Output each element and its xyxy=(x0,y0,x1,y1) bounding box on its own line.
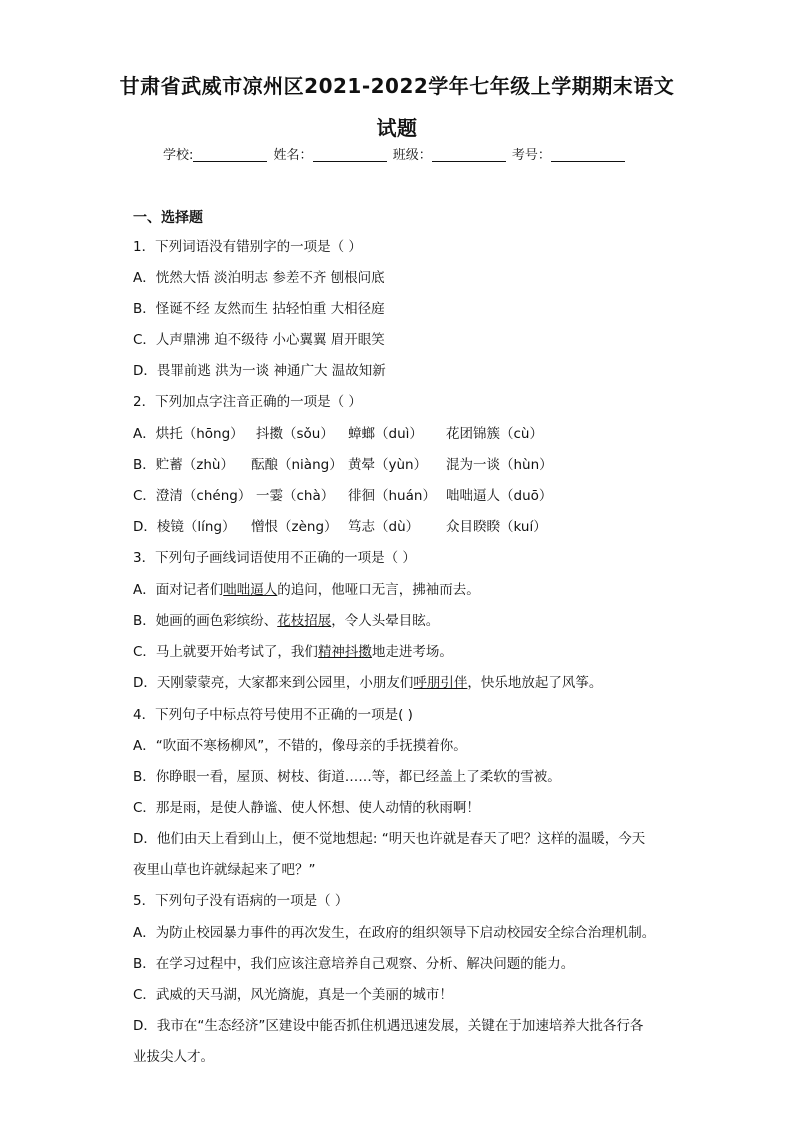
q3-c-underlined: 精神抖擞 xyxy=(317,644,372,660)
q1-stem: 1．下列词语没有错别字的一项是（ ） xyxy=(133,239,362,255)
q2-option-a xyxy=(133,422,543,442)
section-heading: 一、选择题 xyxy=(133,210,203,226)
q5-option-d-cont: 业拔尖人才。 xyxy=(133,1049,214,1065)
q2-c-3: 徘徊（huán） xyxy=(348,488,436,504)
q3-c-post: 地走进考场。 xyxy=(371,644,453,660)
q3-d-underlined: 呼朋引伴 xyxy=(413,675,468,691)
q3-c-pre: C．马上就要开始考试了，我们 xyxy=(133,644,318,660)
q3-a-pre: A．面对记者们 xyxy=(133,582,224,598)
q3-option-a xyxy=(133,578,480,598)
q3-stem: 3．下列句子画线词语使用不正确的一项是（ ） xyxy=(133,550,416,566)
q2-b-2: 酝酿（niàng） xyxy=(251,457,343,473)
q3-d-post: ，快乐地放起了风筝。 xyxy=(467,675,603,691)
q2-stem: 2．下列加点字注音正确的一项是（ ） xyxy=(133,394,362,410)
q5-option-a: A．为防止校园暴力事件的再次发生，在政府的组织领导下启动校园安全综合治理机制。 xyxy=(133,925,656,941)
q2-c-4: 咄咄逼人（duō） xyxy=(446,488,553,504)
q2-d-2: 憎恨（zèng） xyxy=(251,519,338,535)
school-blank[interactable] xyxy=(193,147,267,162)
class-label: 班级： xyxy=(392,148,432,163)
name-label: 姓名： xyxy=(273,148,313,163)
q2-d-4: 众目睽睽（kuí） xyxy=(446,519,547,535)
q4-option-d-cont: 夜里山草也许就绿起来了吧？” xyxy=(133,862,316,878)
q5-stem: 5．下列句子没有语病的一项是（ ） xyxy=(133,893,349,909)
school-label: 学校: xyxy=(163,148,194,163)
q3-a-underlined: 咄咄逼人 xyxy=(223,582,278,598)
page-title: 甘肃省武威市凉州区2021-2022学年七年级上学期期末语文 xyxy=(119,74,675,98)
q5-option-b: B．在学习过程中，我们应该注意培养自己观察、分析、解决问题的能力。 xyxy=(133,956,575,972)
q3-option-d xyxy=(133,671,602,691)
q3-a-post: 的追问，他哑口无言，拂袖而去。 xyxy=(277,582,480,598)
class-blank[interactable] xyxy=(432,147,506,162)
q2-a-3: 蟑螂（duì） xyxy=(348,426,423,442)
q4-option-b: B．你睁眼一看，屋顶、树枝、街道……等，都已经盖上了柔软的雪被。 xyxy=(133,769,561,785)
q1-option-a: A．恍然大悟 淡泊明志 参差不齐 刨根问底 xyxy=(133,270,385,286)
q2-a-1: A．烘托（hōng） xyxy=(133,426,244,442)
page-title-cont: 试题 xyxy=(376,116,418,140)
q2-a-4: 花团锦簇（cù） xyxy=(446,426,543,442)
q2-b-3: 黄晕（yùn） xyxy=(348,457,428,473)
q2-a-2: 抖擞（sǒu） xyxy=(256,426,334,442)
q3-b-post: ，令人头晕目眩。 xyxy=(331,613,440,629)
q2-c-1: C．澄清（chéng） xyxy=(133,488,252,504)
q3-d-pre: D．天刚蒙蒙亮，大家都来到公园里，小朋友们 xyxy=(133,675,414,691)
q4-stem: 4．下列句子中标点符号使用不正确的一项是( ) xyxy=(133,707,413,723)
q4-option-d: D．他们由天上看到山上，便不觉地想起: “明天也许就是春天了吧？这样的温暖，今天 xyxy=(133,831,646,847)
student-info-row xyxy=(163,144,627,163)
q1-option-d: D．畏罪前逃 洪为一谈 神通广大 温故知新 xyxy=(133,363,386,379)
q2-option-b xyxy=(133,453,553,473)
q1-option-c: C．人声鼎沸 迫不级待 小心翼翼 眉开眼笑 xyxy=(133,332,385,348)
q5-option-d: D．我市在“生态经济”区建设中能否抓住机遇迅速发展，关键在于加速培养大批各行各 xyxy=(133,1018,644,1034)
q2-b-1: B．贮蓄（zhù） xyxy=(133,457,234,473)
q3-option-c xyxy=(133,640,453,660)
q2-d-1: D．棱镜（líng） xyxy=(133,519,236,535)
number-blank[interactable] xyxy=(551,147,625,162)
q2-option-c xyxy=(133,484,552,504)
name-blank[interactable] xyxy=(313,147,387,162)
q2-d-3: 笃志（dù） xyxy=(348,519,420,535)
q2-b-4: 混为一谈（hùn） xyxy=(446,457,553,473)
q3-option-b xyxy=(133,609,439,629)
number-label: 考号： xyxy=(511,148,551,163)
q2-c-2: 一霎（chà） xyxy=(256,488,335,504)
q2-option-d xyxy=(133,515,547,535)
q3-b-underlined: 花枝招展 xyxy=(277,613,332,629)
q5-option-c: C．武威的天马湖，风光旖旎，真是一个美丽的城市！ xyxy=(133,987,453,1003)
q1-option-b: B．怪诞不经 友然而生 拈轻怕重 大相径庭 xyxy=(133,301,385,317)
q3-b-pre: B．她画的画色彩缤纷、 xyxy=(133,613,278,629)
q4-option-a: A．“吹面不寒杨柳风”，不错的，像母亲的手抚摸着你。 xyxy=(133,738,467,754)
q4-option-c: C．那是雨，是使人静谧、使人怀想、使人动情的秋雨啊！ xyxy=(133,800,480,816)
